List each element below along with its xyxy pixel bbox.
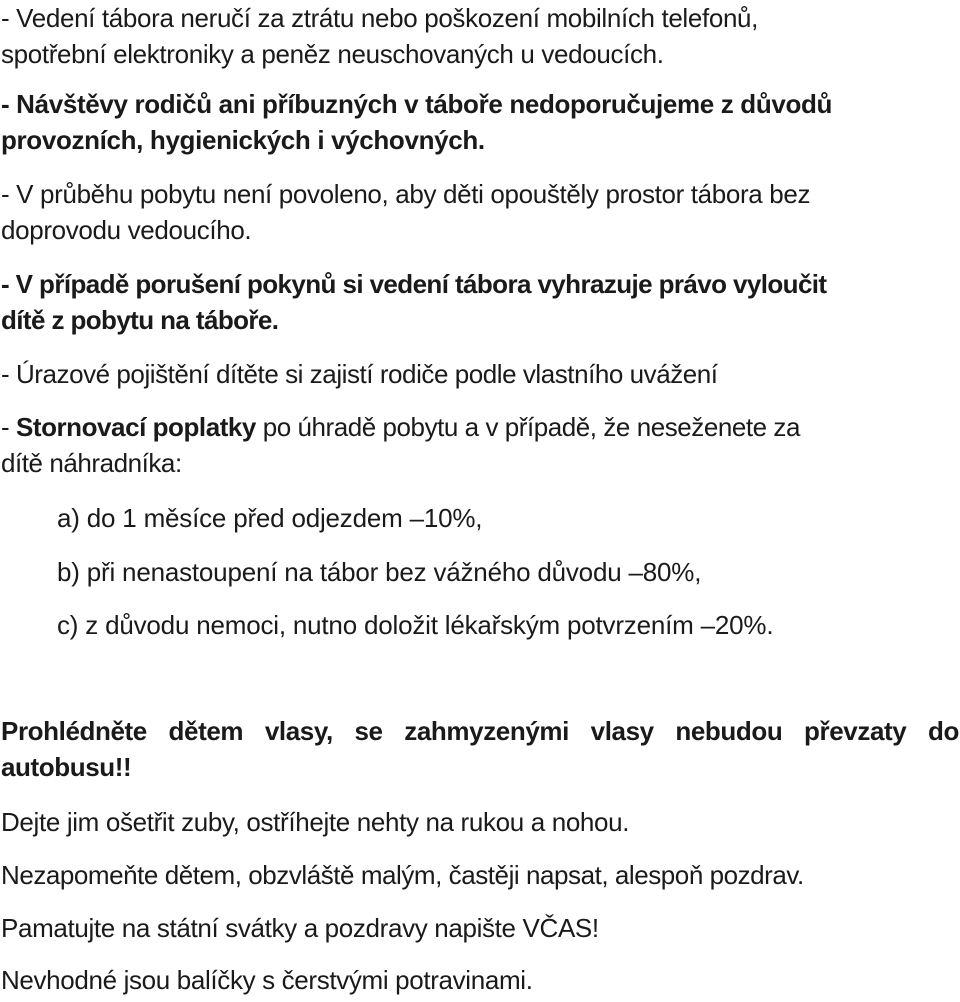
paragraph-line: - Návštěvy rodičů ani příbuzných v táboře nedoporučujeme z důvodů xyxy=(1,89,833,119)
paragraph-line: Nevhodné jsou balíčky s čerstvými potravinami. xyxy=(1,965,533,995)
paragraph-line: dítě náhradníka: xyxy=(1,448,182,478)
paragraph-visits xyxy=(1,86,959,158)
paragraph-text: po úhradě pobytu a v případě, že neseženete za xyxy=(255,412,800,442)
paragraph-write-letters xyxy=(1,857,959,893)
fee-item-a: a) do 1 měsíce před odjezdem –10%, xyxy=(57,503,483,533)
fee-item-b: b) při nenastoupení na tábor bez vážného důvodu –80%, xyxy=(57,557,702,587)
fee-item-c: c) z důvodu nemoci, nutno doložit lékařským potvrzením –20%. xyxy=(57,610,774,640)
paragraph-line xyxy=(1,409,959,445)
paragraph-line: dítě z pobytu na táboře. xyxy=(1,305,279,335)
paragraph-line: autobusu!! xyxy=(1,752,132,782)
paragraph-holidays xyxy=(1,910,959,946)
cancellation-fees-heading: Stornovací poplatky xyxy=(15,412,256,442)
paragraph-line: Nezapomeňte dětem, obzvláště malým, častěji napsat, alespoň pozdrav. xyxy=(1,860,804,890)
paragraph-line: - Vedení tábora neručí za ztrátu nebo poškození mobilních telefonů, xyxy=(1,3,759,33)
paragraph-expulsion xyxy=(1,266,959,338)
paragraph-line: provozních, hygienických i výchovných. xyxy=(1,125,485,155)
paragraph-insurance xyxy=(1,356,959,392)
paragraph-line: Prohlédněte dětem vlasy, se zahmyzenými vlasy nebudou převzaty do xyxy=(1,716,959,746)
paragraph-packages xyxy=(1,962,959,998)
paragraph-line: Pamatujte na státní svátky a pozdravy napište VČAS! xyxy=(1,913,599,943)
paragraph-line: - Úrazové pojištění dítěte si zajistí rodiče podle vlastního uvážení xyxy=(1,359,718,389)
paragraph-liability xyxy=(1,0,959,72)
paragraph-hair-check xyxy=(1,713,959,785)
paragraph-line: - V případě porušení pokynů si vedení tábora vyhrazuje právo vyloučit xyxy=(1,269,827,299)
paragraph-teeth-nails xyxy=(1,804,959,840)
paragraph-leaving-camp xyxy=(1,176,959,248)
paragraph-cancellation-fees xyxy=(1,409,959,481)
paragraph-line: - V průběhu pobytu není povoleno, aby děti opouštěly prostor tábora bez xyxy=(1,179,811,209)
paragraph-line: doprovodu vedoucího. xyxy=(1,215,252,245)
paragraph-line: spotřební elektroniky a peněz neuschovaných u vedoucích. xyxy=(1,39,664,69)
paragraph-line: Dejte jim ošetřit zuby, ostříhejte nehty na rukou a nohou. xyxy=(1,807,630,837)
paragraph-prefix: - xyxy=(1,412,16,442)
